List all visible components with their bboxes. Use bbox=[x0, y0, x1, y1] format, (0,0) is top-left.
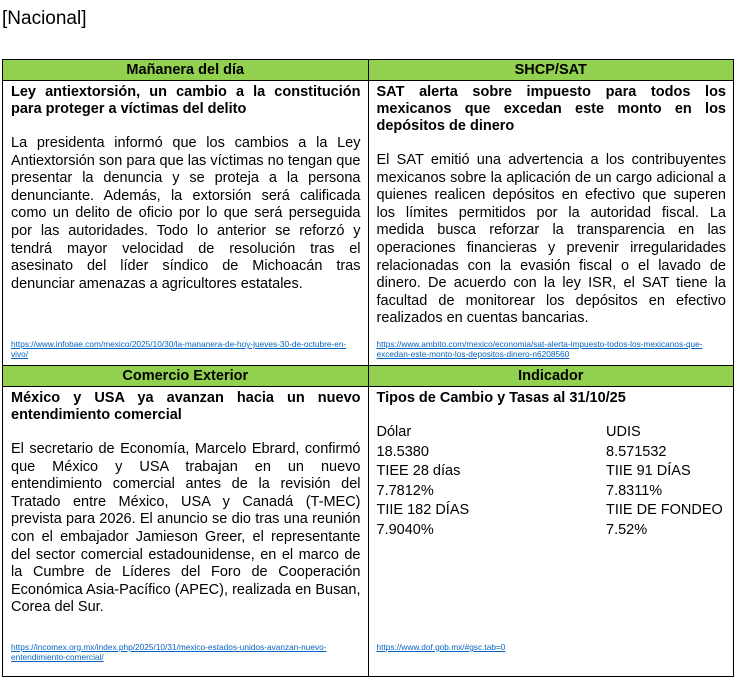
comercio-body: El secretario de Economía, Marcelo Ebrard, confirmó que México y USA trabajan en un nuevo entendimiento comercial antes de la revisión del Tratado entre México, USA y Canadá (T-MEC) prevista para 2026. El anuncio se dio tras una reunión con el embajador Jamieson Greer, el representante del sector comercial estadounidense, en el marco de la Cumbre de Líderes del Foro de Cooperación Económica Asia-Pacífico (APEC), realizada en Busan, Corea del Sur. bbox=[11, 441, 361, 616]
indicador-label-udis: UDIS bbox=[606, 424, 641, 440]
header-shcp: SHCP/SAT bbox=[368, 60, 734, 81]
manana-link[interactable]: https://www.infobae.com/mexico/2025/10/30/la-mananera-de-hoy-jueves-30-de-octubre-en-vivo/ bbox=[11, 339, 347, 359]
cell-manana bbox=[3, 81, 369, 366]
indicador-value-dolar: 18.5380 bbox=[376, 443, 429, 460]
indicador-label-fondeo: TIIE DE FONDEO bbox=[606, 502, 723, 519]
cell-shcp bbox=[368, 81, 734, 366]
shcp-link[interactable]: https://www.ambito.com/mexico/economia/sat-alerta-impuesto-todos-los-mexicanos-que-excedan-este-monto-los-depositos-dinero-n6208560 bbox=[376, 339, 703, 359]
header-comercio: Comercio Exterior bbox=[3, 366, 369, 387]
indicador-row bbox=[377, 443, 727, 463]
indicador-label-tiie91: TIIE 91 DÍAS bbox=[606, 463, 691, 480]
indicador-value-tiie91: 7.8311% bbox=[606, 482, 663, 499]
comercio-title: México y USA ya avanzan hacia un nuevo entendimiento comercial bbox=[11, 390, 361, 423]
indicador-value-tiie182: 7.9040% bbox=[376, 521, 434, 538]
indicador-title: Tipos de Cambio y Tasas al 31/10/25 bbox=[376, 390, 626, 406]
indicador-table bbox=[377, 423, 727, 541]
news-grid bbox=[2, 59, 734, 677]
manana-title: Ley antiextorsión, un cambio a la constitución para proteger a víctimas del delito bbox=[11, 84, 361, 117]
shcp-title: SAT alerta sobre impuesto para todos los mexicanos que excedan este monto en los depósitos de dinero bbox=[376, 84, 726, 134]
indicador-row bbox=[377, 521, 727, 541]
header-indicador: Indicador bbox=[368, 366, 734, 387]
header-manana: Mañanera del día bbox=[3, 60, 369, 81]
indicador-label-tiie182: TIIE 182 DÍAS bbox=[376, 502, 470, 519]
cell-comercio bbox=[3, 387, 369, 677]
indicador-value-tiie28: 7.7812% bbox=[376, 482, 434, 499]
indicador-row bbox=[377, 423, 727, 443]
indicador-row bbox=[377, 482, 727, 502]
indicador-value-fondeo: 7.52% bbox=[606, 521, 648, 538]
indicador-value-udis: 8.571532 bbox=[606, 443, 667, 460]
comercio-link[interactable]: https://incomex.org.mx/index.php/2025/10/31/mexico-estados-unidos-avanzan-nuevo-entendimiento-comercial/ bbox=[11, 642, 327, 662]
manana-body: La presidenta informó que los cambios a la Ley Antiextorsión son para que las víctimas no tengan que presentar la denuncia y se proteja a la persona denunciante. Además, la extorsión será calificada como un delito de oficio por lo que será perseguida por las autoridades. Todo lo anterior se reforzó y tendrá mayor velocidad de resolución tras el asesinato del líder síndico de Michoacán tras denunciar amenazas a agricultores estatales. bbox=[11, 135, 361, 292]
indicador-link[interactable]: https://www.dof.gob.mx/#gsc.tab=0 bbox=[376, 642, 506, 652]
shcp-body: El SAT emitió una advertencia a los contribuyentes mexicanos sobre la aplicación de un cargo adicional a quienes realicen depósitos en efectivo que superen los límites permitidos por la autoridad fiscal. La medida busca reforzar la transparencia en las operaciones financieras y prevenir irregularidades relacionadas con la evasión fiscal o el lavado de dinero. De acuerdo con la ley ISR, el SAT tiene la facultad de monitorear los depósitos en efectivo realizados en cuentas bancarias. bbox=[376, 152, 726, 327]
cell-indicador bbox=[368, 387, 734, 677]
indicador-label-tiie28: TIEE 28 días bbox=[376, 463, 461, 480]
indicador-label-dolar: Dólar bbox=[376, 424, 412, 440]
indicador-row bbox=[377, 462, 727, 482]
indicador-row bbox=[377, 501, 727, 521]
section-label: [Nacional] bbox=[2, 8, 87, 29]
